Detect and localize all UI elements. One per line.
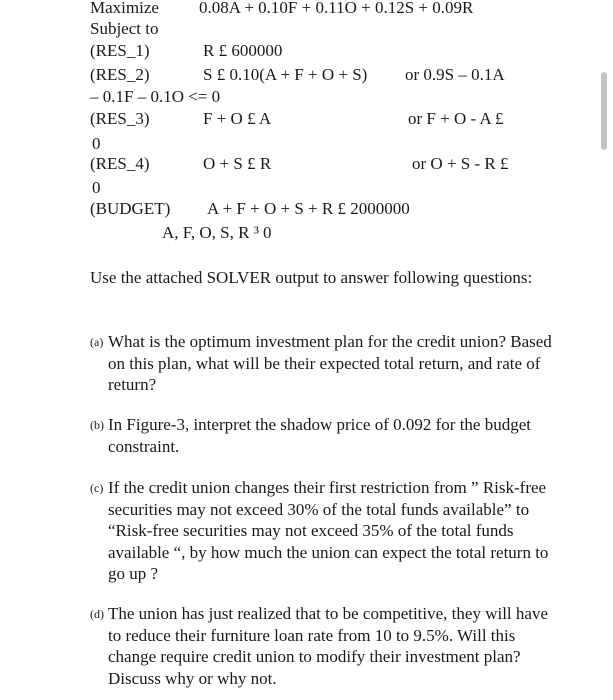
question-a-text: What is the optimum investment plan for the credit union? Based on this plan, what will be their expected total return, and rate of return?: [108, 332, 552, 394]
instructions-paragraph: Use the attached SOLVER output to answer following questions:: [90, 268, 533, 287]
question-b-label: (b): [90, 418, 104, 432]
res2-expression: S £ 0.10(A + F + O + S): [203, 65, 368, 84]
subject-to-label: Subject to: [90, 19, 159, 38]
question-b: [90, 414, 560, 457]
question-b-text: In Figure-3, interpret the shadow price of 0.092 for the budget constraint.: [108, 415, 531, 456]
res3-label: (RES_3): [90, 109, 150, 128]
res3-alternate: or F + O - A £: [408, 109, 504, 128]
budget-expression: A + F + O + S + R £ 2000000: [207, 199, 410, 218]
vertical-scrollbar[interactable]: [601, 72, 607, 150]
question-c-text: If the credit union changes their first restriction from ” Risk-free securities may not exceed 30% of the total funds available” to “Risk-free securities may not exceed 35% of the total funds available “, by how much the union can expect the total return to go up ?: [108, 478, 549, 583]
question-d: [90, 603, 560, 689]
question-d-label: (d): [90, 607, 104, 621]
objective-label: Maximize: [90, 0, 159, 17]
question-c-label: (c): [90, 481, 104, 495]
question-d-text: The union has just realized that to be competitive, they will have to reduce their furniture loan rate from 10 to 9.5%. Will this change require credit union to modify their investment plan? Discuss why or why not.: [108, 604, 548, 688]
res2-label: (RES_2): [90, 65, 150, 84]
res4-alternate: or O + S - R £: [412, 154, 509, 173]
budget-label: (BUDGET): [90, 199, 171, 218]
res3-continuation: 0: [92, 134, 101, 153]
res1-expression: R £ 600000: [203, 41, 283, 60]
nonnegativity-constraint: A, F, O, S, R ³ 0: [162, 223, 272, 242]
res4-expression: O + S £ R: [203, 154, 272, 173]
res2-alternate: or 0.9S – 0.1A: [405, 65, 505, 84]
question-a-label: (a): [90, 335, 104, 349]
res3-expression: F + O £ A: [203, 109, 272, 128]
res4-continuation: 0: [92, 178, 101, 197]
res4-label: (RES_4): [90, 154, 150, 173]
objective-expression: 0.08A + 0.10F + 0.11O + 0.12S + 0.09R: [199, 0, 474, 17]
question-a: [90, 331, 560, 396]
res1-label: (RES_1): [90, 41, 150, 60]
res2-continuation: – 0.1F – 0.1O <= 0: [90, 87, 221, 106]
question-c: [90, 477, 560, 585]
